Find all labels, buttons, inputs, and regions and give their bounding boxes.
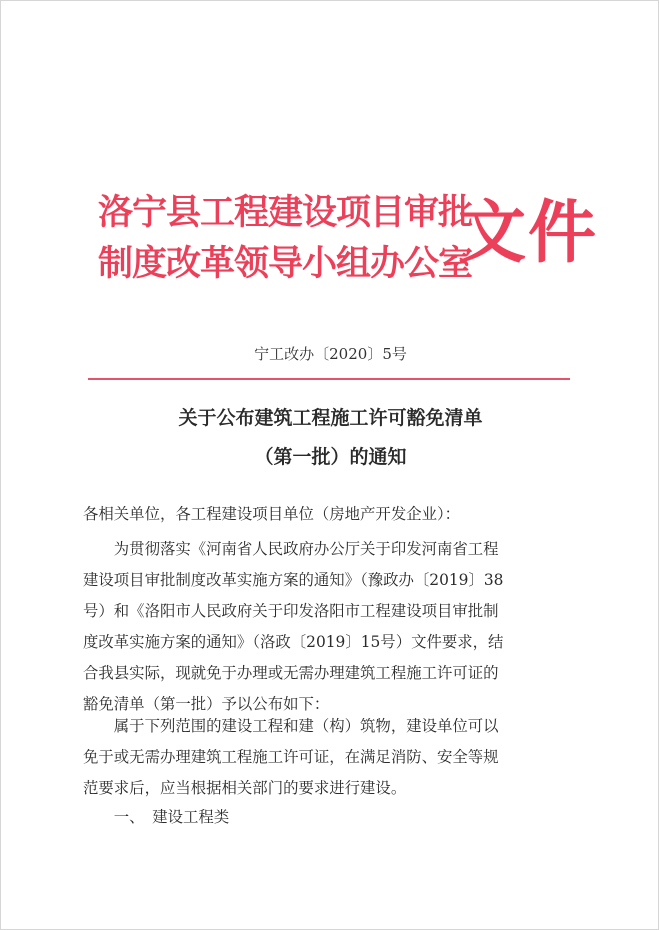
section-heading: 一、 建设工程类 (83, 808, 230, 826)
document-type-mark: 文件 (458, 193, 599, 273)
red-divider-line (88, 378, 570, 380)
body-line: 属于下列范围的建设工程和建（构）筑物，建设单位可以 (83, 717, 499, 735)
issuing-office-line-1: 洛宁县工程建设项目审批 (98, 192, 473, 233)
body-line: 号）和《洛阳市人民政府关于印发洛阳市工程建设项目审批制 (83, 602, 499, 620)
document-number: 宁工改办〔2020〕5号 (254, 345, 407, 363)
body-line: 合我县实际，现就免于办理或无需办理建筑工程施工许可证的 (83, 664, 499, 682)
salutation-line: 各相关单位，各工程建设项目单位（房地产开发企业）： (83, 505, 461, 523)
document-header (98, 187, 599, 297)
body-line: 范要求后，应当根据相关部门的要求进行建设。 (83, 779, 407, 797)
body-line: 度改革实施方案的通知》（洛政〔2019〕15号）文件要求，结 (83, 633, 504, 651)
issuing-office-line-2: 制度改革领导小组办公室 (98, 243, 473, 284)
body-line: 建设项目审批制度改革实施方案的通知》（豫政办〔2019〕38 (83, 571, 504, 589)
notice-title-line-2: （第一批）的通知 (254, 446, 407, 468)
body-line: 豁免清单（第一批）予以公布如下： (83, 695, 330, 713)
notice-title-line-1: 关于公布建筑工程施工许可豁免清单 (178, 407, 483, 429)
body-line: 为贯彻落实《河南省人民政府办公厅关于印发河南省工程 (83, 540, 499, 558)
body-line: 免于或无需办理建筑工程施工许可证，在满足消防、安全等规 (83, 748, 499, 766)
